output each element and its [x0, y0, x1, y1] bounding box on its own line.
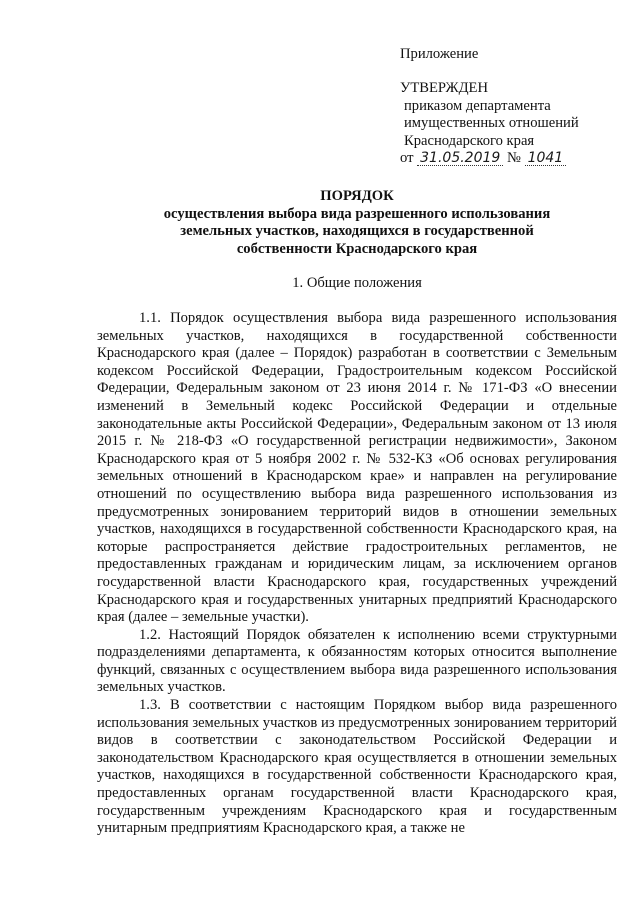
approval-line-2: имущественных отношений [404, 115, 579, 132]
title-sub-1: осуществления выбора вида разрешенного использования [163, 205, 551, 222]
number-prefix: № [506, 150, 521, 167]
approval-date-line [400, 150, 630, 167]
document-body [97, 310, 617, 838]
section-heading: 1. Общие положения [292, 275, 422, 291]
title-sub-3: собственности Краснодарского края [236, 240, 478, 257]
approval-line-3: Краснодарского края [404, 132, 535, 149]
approval-line-1: приказом департамента [404, 97, 551, 114]
paragraph-1-3: 1.3. В соответствии с настоящим Порядком выбор вида разрешенного использования земельных участков из предусмотренных зонированием территорий видов в соответствии с законодательством Российской Федерации и законодательством Краснодарского края осуществляется в отношении земельных участков, находящихся в государственной собственности Краснодарского края, предоставленных органам государственной власти Краснодарского края, государственным учреждениям Краснодарского края и государственным унитарным предприятиям Краснодарского края, а также не [97, 697, 617, 837]
paragraph-1-2: 1.2. Настоящий Порядок обязателен к исполнению всеми структурными подразделениями департамента, к обязанностям которых относится выполнение функций, связанных с осуществлением выбора вида разрешенного использования земельных участков. [97, 626, 617, 696]
paragraph-1-1: 1.1. Порядок осуществления выбора вида разрешенного использования земельных участков, находящихся в государственной собственности Краснодарского края (далее – Порядок) разработан в соответствии с Земельным кодексом Российской Федерации, Градостроительным кодексом Российской Федерации, Федеральным законом от 23 июня 2014 г. № 171-ФЗ «О внесении изменений в Земельный кодекс Российской Федерации и отдельные законодательные акты Российской Федерации», Федеральным законом от 13 июля 2015 г. № 218-ФЗ «О государственной регистрации недвижимости», Законом Краснодарского края от 5 ноября 2002 г. № 532-КЗ «Об основах регулирования земельных отношений в Краснодарском крае» и направлен на регулирование отношений по осуществлению выбора вида разрешенного использования из предусмотренных зонированием территорий видов в отношении земельных участков, находящихся в государственной собственности Краснодарского края, на которые распространяется действие градостроительных регламентов, не предоставленных гражданам и юридическим лицам, за исключением органов государственной власти Краснодарского края, государственных учреждений Краснодарского края и государственных унитарных предприятий Краснодарского края (далее – земельные участки). [97, 310, 617, 626]
date-prefix: от [400, 150, 414, 167]
approval-block [400, 46, 630, 167]
approved-label: УТВЕРЖДЕН [400, 80, 488, 97]
title-sub-2: земельных участков, находящихся в государственной [180, 223, 534, 240]
document-title [97, 188, 617, 258]
handwritten-date: 31.05.2019 [417, 151, 503, 166]
handwritten-number: 1041 [525, 151, 567, 166]
appendix-label: Приложение [400, 46, 479, 62]
title-main: ПОРЯДОК [320, 188, 394, 204]
